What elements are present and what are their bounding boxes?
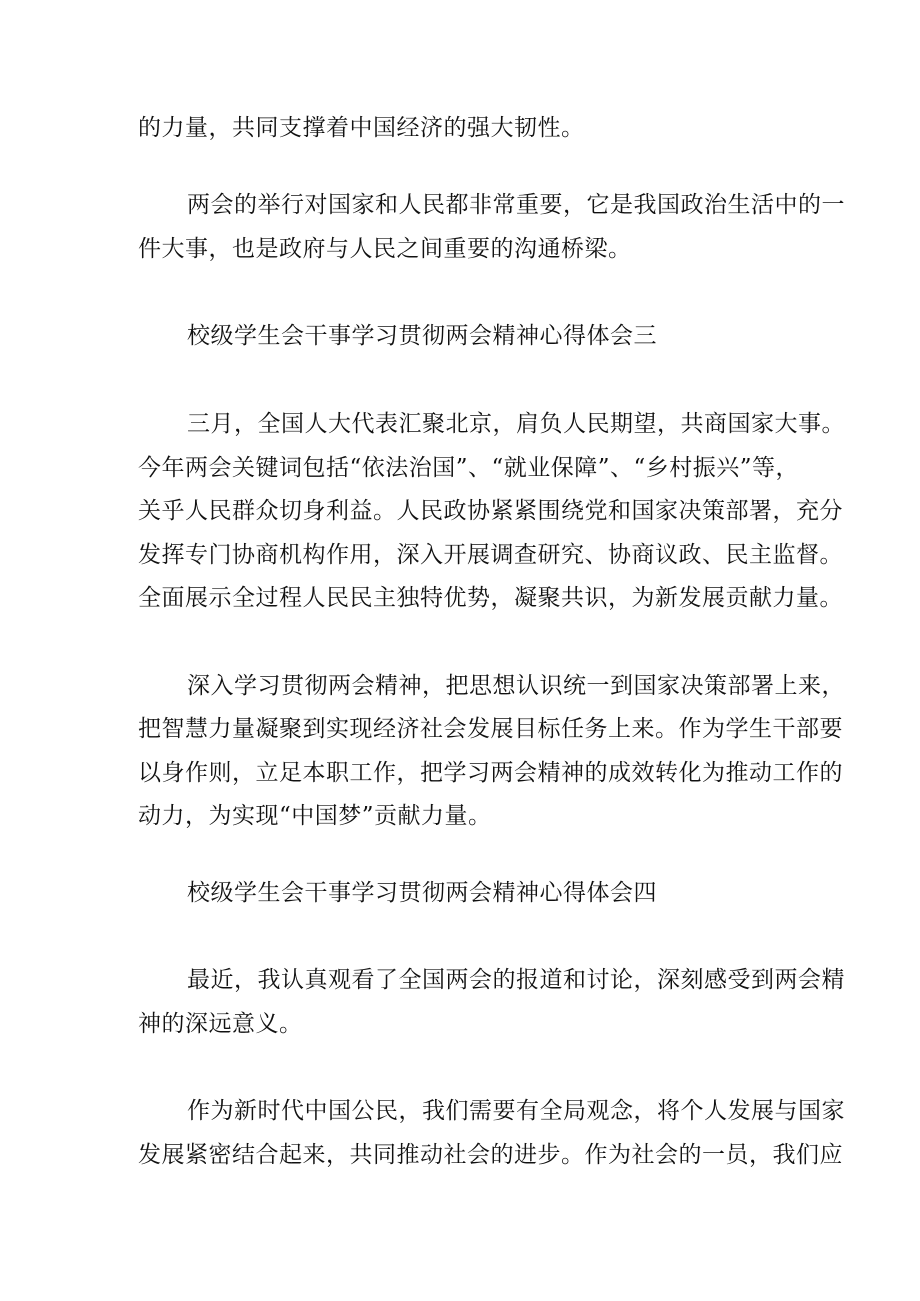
- text-line: 全面展示全过程人民民主独特优势，凝聚共识，为新发展贡献力量。: [138, 585, 843, 611]
- text-line: 把智慧力量凝聚到实现经济社会发展目标任务上来。作为学生干部要: [138, 716, 843, 742]
- text-line: 发挥专门协商机构作用，深入开展调查研究、协商议政、民主监督。: [138, 542, 843, 568]
- text-line: 发展紧密结合起来，共同推动社会的进步。作为社会的一员，我们应: [138, 1142, 843, 1168]
- text-line: 两会的举行对国家和人民都非常重要，它是我国政治生活中的一: [187, 192, 845, 218]
- text-line: 最近，我认真观看了全国两会的报道和讨论，深刻感受到两会精: [187, 967, 845, 993]
- heading-text: 校级学生会干事学习贯彻两会精神心得体会三: [187, 323, 657, 349]
- text-line: 作为新时代中国公民，我们需要有全局观念，将个人发展与国家: [187, 1098, 845, 1124]
- text-line: 深入学习贯彻两会精神，把思想认识统一到国家决策部署上来，: [187, 673, 845, 699]
- text-line: 以身作则，立足本职工作，把学习两会精神的成效转化为推动工作的: [138, 760, 843, 786]
- text-line: 神的深远意义。: [138, 1011, 303, 1037]
- text-line: 关乎人民群众切身利益。人民政协紧紧围绕党和国家决策部署，充分: [138, 498, 843, 524]
- text-line: 件大事，也是政府与人民之间重要的沟通桥梁。: [138, 236, 632, 262]
- heading-text: 校级学生会干事学习贯彻两会精神心得体会四: [187, 880, 657, 906]
- text-line: 今年两会关键词包括“依法治国”、“就业保障”、“乡村振兴”等，: [138, 455, 800, 481]
- text-line: 动力，为实现“中国梦”贡献力量。: [138, 803, 492, 829]
- text-line: 三月，全国人大代表汇聚北京，肩负人民期望，共商国家大事。: [187, 411, 845, 437]
- text-line: 的力量，共同支撑着中国经济的强大韧性。: [138, 115, 585, 141]
